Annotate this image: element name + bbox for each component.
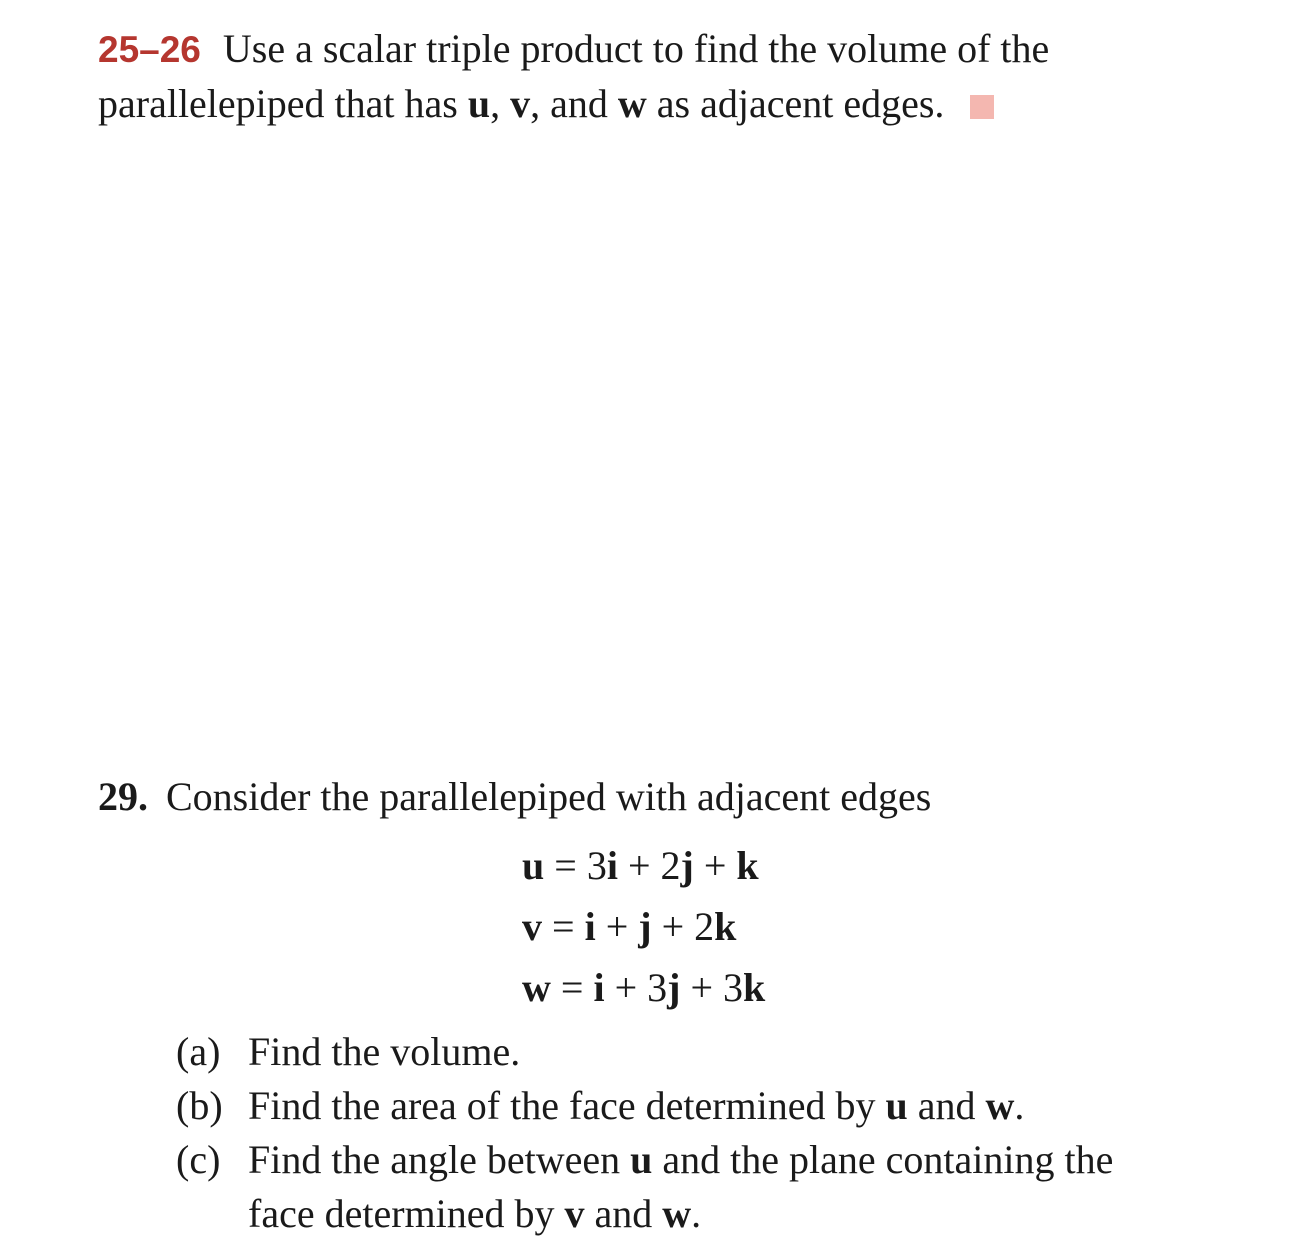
problem-25-26 xyxy=(98,22,1192,131)
part-a-label: (a) xyxy=(176,1029,221,1074)
equation-v-rhs: i + j + 2k xyxy=(584,904,737,949)
problem-25-26-line-2: parallelepiped that has u, v, and w as adjacent edges. xyxy=(98,77,1192,131)
problem-number-29: 29. xyxy=(98,774,148,819)
vector-u: u xyxy=(467,81,491,126)
problem-25-26-line-1 xyxy=(98,22,1192,77)
equation-u: u = 3i + 2j + k xyxy=(522,843,759,888)
part-b-label: (b) xyxy=(176,1083,223,1128)
equation-u-rhs: 3i + 2j + k xyxy=(586,843,759,888)
part-b-text: Find the area of the face determined by u and w. xyxy=(248,1083,1025,1128)
vector-equations xyxy=(522,835,765,1018)
problem-29 xyxy=(98,770,1198,824)
part-a xyxy=(176,1025,1192,1079)
part-c-label: (c) xyxy=(176,1137,221,1182)
problem-29-parts xyxy=(176,1025,1192,1241)
end-marker-square-icon xyxy=(970,95,994,119)
part-c xyxy=(176,1133,1192,1241)
part-b xyxy=(176,1079,1192,1133)
problem-25-26-text-1: Use a scalar triple product to find the volume of the xyxy=(222,26,1050,71)
part-c-text: Find the angle between u and the plane containing the face determined by v and w. xyxy=(248,1137,1114,1236)
vector-v: v xyxy=(510,81,531,126)
equation-w-rhs: i + 3j + 3k xyxy=(593,965,766,1010)
equation-w: w = i + 3j + 3k xyxy=(522,965,766,1010)
problem-number-25-26: 25–26 xyxy=(98,29,201,70)
problem-29-intro: 29. Consider the parallelepiped with adjacent edges xyxy=(98,774,932,819)
vector-w: w xyxy=(617,81,647,126)
equation-v: v = i + j + 2k xyxy=(522,904,737,949)
part-a-text: Find the volume. xyxy=(248,1029,521,1074)
